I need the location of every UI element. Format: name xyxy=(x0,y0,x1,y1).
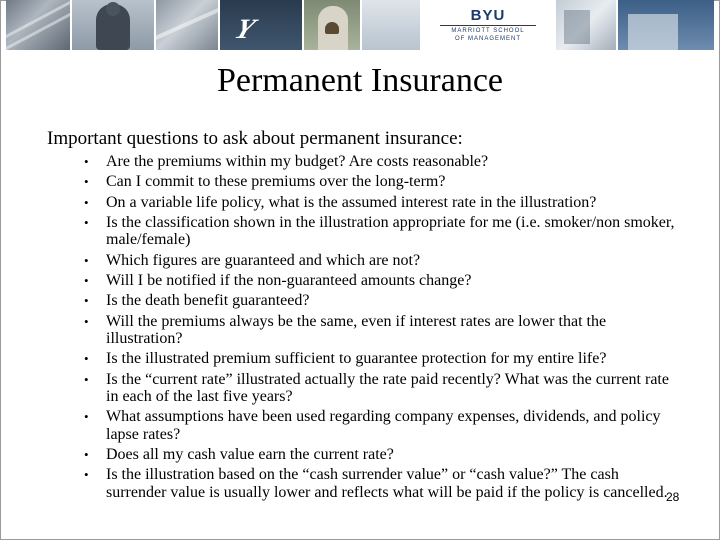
banner-photo-statue xyxy=(72,0,156,50)
question-text: Will the premiums always be the same, even if interest rates are lower that the illustration? xyxy=(106,312,607,347)
bullet-icon: • xyxy=(84,313,89,329)
bullet-icon: • xyxy=(84,154,89,169)
question-item xyxy=(80,252,680,269)
banner-photo-sky xyxy=(362,0,422,50)
byu-marriott-logo xyxy=(422,0,556,50)
question-text: Does all my cash value earn the current rate? xyxy=(106,445,394,463)
question-text: Is the illustration based on the “cash surrender value” or “cash value?” The cash surrender value is usually lower and reflects what will be paid if the policy is cancelled. xyxy=(106,466,668,501)
bullet-icon: • xyxy=(84,409,89,425)
bullet-icon: • xyxy=(84,467,89,483)
question-item xyxy=(80,350,680,367)
question-text: Will I be notified if the non-guaranteed amounts change? xyxy=(106,272,472,290)
question-item xyxy=(80,466,680,501)
question-text: Is the “current rate” illustrated actually the rate paid recently? What was the current rate in each of the last five years? xyxy=(106,370,669,405)
bullet-icon: • xyxy=(84,273,89,289)
question-item xyxy=(80,292,680,309)
bullet-icon: • xyxy=(84,446,89,462)
slide-title: Permanent Insurance xyxy=(216,62,504,99)
bullet-icon: • xyxy=(84,194,89,210)
bullet-icon: • xyxy=(84,215,89,231)
y-mountain-icon: Y xyxy=(230,14,259,45)
bullet-icon: • xyxy=(84,293,89,309)
question-text: Which figures are guaranteed and which are not? xyxy=(106,251,421,269)
question-text: What assumptions have been used regarding company expenses, dividends, and policy lapse rates? xyxy=(106,408,661,443)
question-item xyxy=(80,272,680,289)
question-item xyxy=(80,446,680,463)
bullet-icon: • xyxy=(84,174,89,190)
bullet-icon: • xyxy=(84,351,89,367)
question-text: Can I commit to these premiums over the long-term? xyxy=(106,173,446,191)
banner-photo-campus xyxy=(556,0,618,50)
logo-subtitle-line1: MARRIOTT SCHOOL xyxy=(451,27,525,34)
question-text: Is the illustrated premium sufficient to guarantee protection for my entire life? xyxy=(106,350,607,368)
question-item xyxy=(80,313,680,348)
question-item xyxy=(80,194,680,211)
intro-text: Important questions to ask about permanent insurance: xyxy=(47,128,463,149)
header-banner xyxy=(6,0,714,50)
question-text: Is the classification shown in the illustration appropriate for me (i.e. smoker/non smoker, male/female) xyxy=(106,214,675,249)
bullet-icon: • xyxy=(84,371,89,387)
banner-photo-scenery xyxy=(618,0,714,50)
logo-rule xyxy=(440,25,536,26)
banner-photo-y-mountain xyxy=(220,0,304,50)
bell-icon xyxy=(325,22,339,34)
question-item xyxy=(80,214,680,249)
page-number: 28 xyxy=(666,490,680,504)
question-item xyxy=(80,153,680,170)
logo-subtitle-line2: OF MANAGEMENT xyxy=(454,35,521,42)
bullet-icon: • xyxy=(84,252,89,268)
question-text: Are the premiums within my budget? Are costs reasonable? xyxy=(106,153,489,170)
banner-photo-bell-tower xyxy=(304,0,362,50)
question-text: On a variable life policy, what is the assumed interest rate in the illustration? xyxy=(106,193,597,211)
statue-image xyxy=(96,4,130,50)
question-item xyxy=(80,408,680,443)
banner-photo-architecture xyxy=(6,0,72,50)
questions-list xyxy=(80,153,680,504)
question-item xyxy=(80,371,680,406)
banner-photo-building xyxy=(156,0,220,50)
logo-wordmark: BYU xyxy=(470,6,506,24)
question-item xyxy=(80,173,680,190)
question-text: Is the death benefit guaranteed? xyxy=(106,292,310,310)
